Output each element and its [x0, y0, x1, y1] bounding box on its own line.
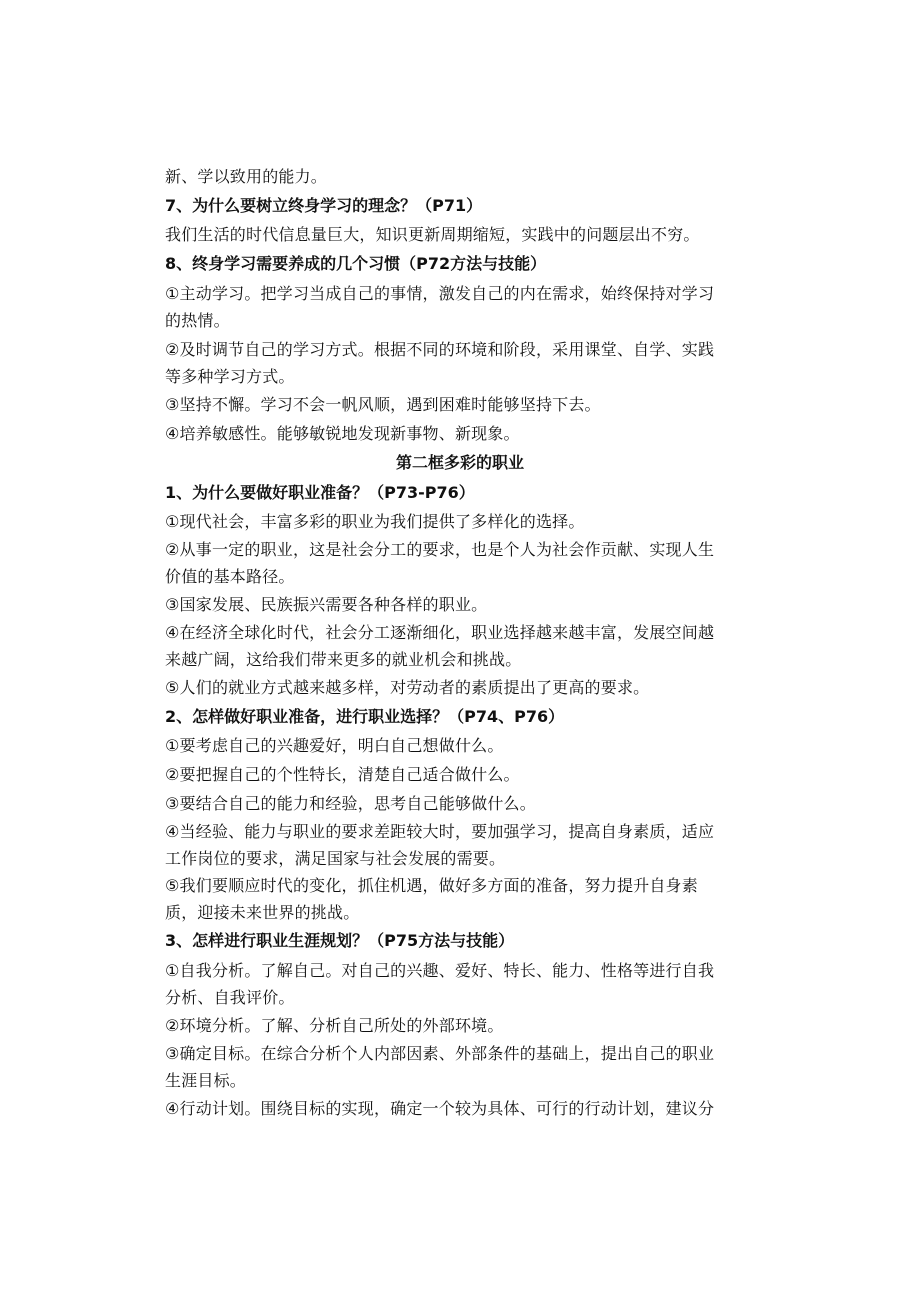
section-title: 第二框多彩的职业: [395, 453, 524, 472]
list-item-line: 质，迎接未来世界的挑战。: [165, 903, 360, 922]
list-item-line: 等多种学习方式。: [165, 367, 295, 386]
list-item-line: ③确定目标。在综合分析个人内部因素、外部条件的基础上，提出自己的职业: [165, 1044, 715, 1063]
list-item: [165, 818, 755, 872]
text-line: 新、学以致用的能力。: [165, 167, 328, 186]
list-item: [165, 619, 755, 673]
list-item: ④行动计划。围绕目标的实现，确定一个较为具体、可行的行动计划，建议分: [165, 1099, 715, 1118]
list-item: ③坚持不懈。学习不会一帆风顺，遇到困难时能够坚持下去。: [165, 395, 601, 414]
list-item: ①要考虑自己的兴趣爱好，明白自己想做什么。: [165, 736, 504, 755]
list-item: ④培养敏感性。能够敏锐地发现新事物、新现象。: [165, 424, 520, 443]
question-heading-1: 1、为什么要做好职业准备？（P73-P76）: [165, 483, 475, 502]
question-heading-2: 2、怎样做好职业准备，进行职业选择？（P74、P76）: [165, 707, 565, 726]
list-item: [165, 957, 755, 1011]
list-item: ⑤人们的就业方式越来越多样，对劳动者的素质提出了更高的要求。: [165, 678, 650, 697]
list-item-line: ④当经验、能力与职业的要求差距较大时，要加强学习，提高自身素质，适应: [165, 822, 715, 841]
question-heading-7: 7、为什么要树立终身学习的理念？（P71）: [165, 196, 483, 215]
list-item-line: ④在经济全球化时代，社会分工逐渐细化，职业选择越来越丰富，发展空间越: [165, 623, 715, 642]
question-heading-3: 3、怎样进行职业生涯规划？（P75方法与技能）: [165, 931, 515, 950]
list-item-line: 工作岗位的要求，满足国家与社会发展的需要。: [165, 849, 506, 868]
list-item-line: ①自我分析。了解自己。对自己的兴趣、爱好、特长、能力、性格等进行自我: [165, 961, 715, 980]
list-item: ③国家发展、民族振兴需要各种各样的职业。: [165, 595, 488, 614]
list-item: [165, 872, 755, 926]
list-item: [165, 336, 755, 390]
list-item: ②要把握自己的个性特长，清楚自己适合做什么。: [165, 765, 520, 784]
answer-text: 我们生活的时代信息量巨大，知识更新周期缩短，实践中的问题层出不穷。: [165, 225, 700, 244]
list-item: [165, 1040, 755, 1094]
list-item-line: 生涯目标。: [165, 1071, 247, 1090]
list-item-line: 分析、自我评价。: [165, 988, 295, 1007]
list-item-line: ①主动学习。把学习当成自己的事情，激发自己的内在需求，始终保持对学习: [165, 284, 715, 303]
list-item: [165, 536, 755, 590]
list-item-line: ②从事一定的职业，这是社会分工的要求，也是个人为社会作贡献、实现人生: [165, 540, 715, 559]
list-item: ③要结合自己的能力和经验，思考自己能够做什么。: [165, 794, 536, 813]
question-heading-8: 8、终身学习需要养成的几个习惯（P72方法与技能）: [165, 254, 547, 273]
list-item: [165, 280, 755, 334]
list-item-line: 价值的基本路径。: [165, 567, 295, 586]
document-page: [165, 162, 755, 1123]
list-item-line: ⑤我们要顺应时代的变化，抓住机遇，做好多方面的准备，努力提升自身素: [165, 876, 698, 895]
list-item-line: ②及时调节自己的学习方式。根据不同的环境和阶段，采用课堂、自学、实践: [165, 340, 715, 359]
list-item: ②环境分析。了解、分析自己所处的外部环境。: [165, 1016, 504, 1035]
list-item: ①现代社会，丰富多彩的职业为我们提供了多样化的选择。: [165, 512, 585, 531]
list-item-line: 来越广阔，这给我们带来更多的就业机会和挑战。: [165, 650, 522, 669]
list-item-line: 的热情。: [165, 311, 230, 330]
